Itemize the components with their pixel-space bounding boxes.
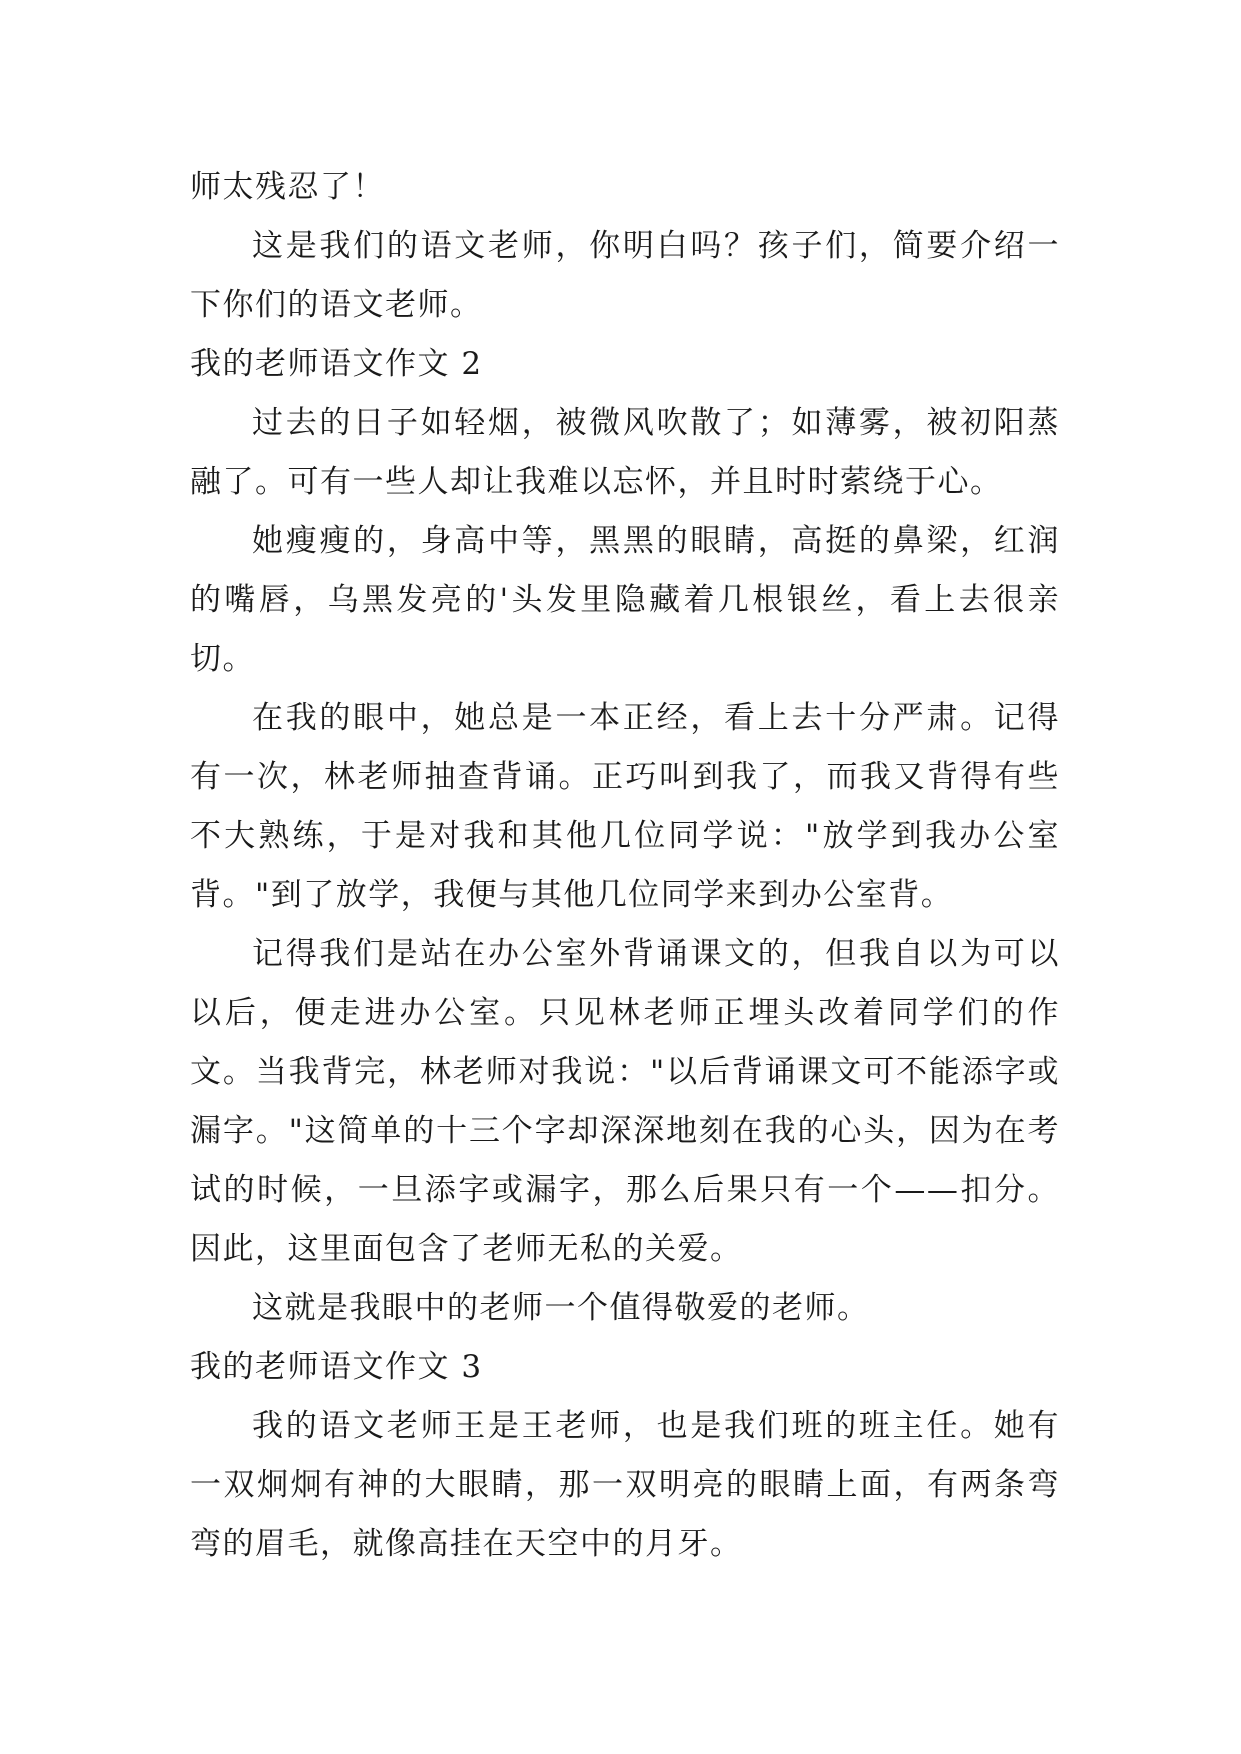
paragraph-recitation: 在我的眼中，她总是一本正经，看上去十分严肃。记得有一次，林老师抽查背诵。正巧叫到我了，而我又背得有些不大熟练，于是对我和其他几位同学说："放学到我办公室背。"到了放学，我便与其他几位同学来到办公室背。 [190, 700, 1060, 913]
paragraph-teacher-wang: 我的语文老师王是王老师，也是我们班的班主任。她有一双炯炯有神的大眼睛，那一双明亮的眼睛上面，有两条弯弯的眉毛，就像高挂在天空中的月牙。 [190, 1408, 1060, 1562]
paragraph-appearance: 她瘦瘦的，身高中等，黑黑的眼睛，高挺的鼻梁，红润的嘴唇，乌黑发亮的'头发里隐藏着几根银丝，看上去很亲切。 [190, 523, 1060, 677]
paragraph-office: 记得我们是站在办公室外背诵课文的，但我自以为可以以后，便走进办公室。只见林老师正埋头改着同学们的作文。当我背完，林老师对我说："以后背诵课文可不能添字或漏字。"这简单的十三个字却深深地刻在我的心头，因为在考试的时候，一旦添字或漏字，那么后果只有一个——扣分。因此，这里面包含了老师无私的关爱。 [190, 936, 1060, 1267]
document-body [190, 158, 1060, 1574]
paragraph-intro-teacher: 这是我们的语文老师，你明白吗？孩子们，简要介绍一下你们的语文老师。 [190, 228, 1060, 323]
essay-heading-3: 我的老师语文作文 3 [190, 1349, 483, 1385]
essay-heading-2: 我的老师语文作文 2 [190, 346, 483, 382]
paragraph-past-days: 过去的日子如轻烟，被微风吹散了；如薄雾，被初阳蒸融了。可有一些人却让我难以忘怀，并且时时萦绕于心。 [190, 405, 1060, 500]
paragraph-respected-teacher: 这就是我眼中的老师一个值得敬爱的老师。 [252, 1290, 870, 1326]
paragraph-closing-line: 师太残忍了！ [190, 169, 385, 205]
